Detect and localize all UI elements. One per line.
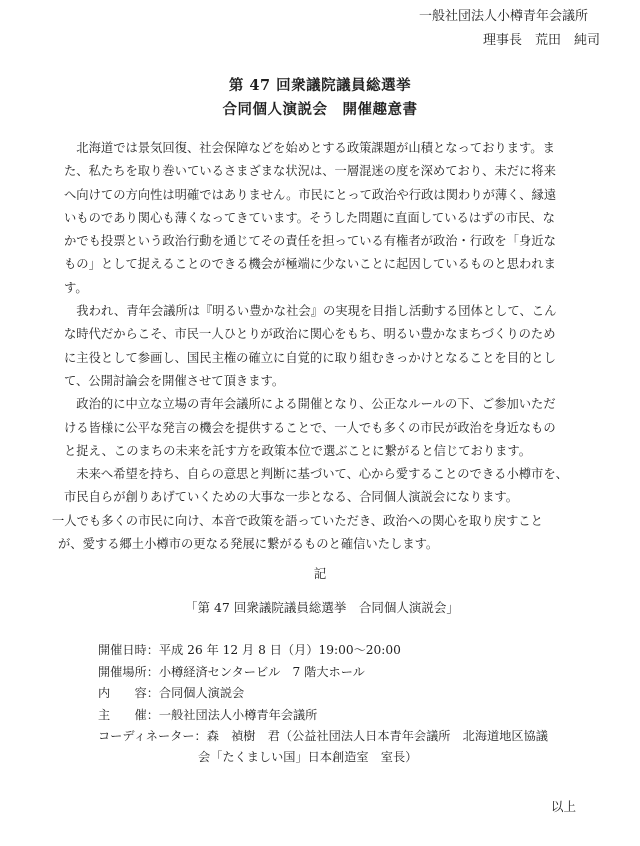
body-line: 未来へ希望を持ち、自らの意思と判断に基づいて、心から愛することのできる小樽市を、 (64, 467, 568, 482)
body-line: と捉え、このまちの未来を託す方を政策本位で選ぶことに繋がると信じております。 (64, 443, 532, 458)
document-title-line-1: 第 47 回衆議院議員総選挙 (228, 77, 412, 94)
body-line: かでも投票という政治行動を通じてその責任を担っている有権者が政治・行政を「身近な (64, 234, 556, 249)
body-line: 政治的に中立な立場の青年会議所による開催となり、公正なルールの下、ご参加いただ (64, 397, 556, 412)
detail-coordinator: コーディネーター：森 禎樹 君（公益社団法人日本青年会議所 北海道地区協議 (98, 729, 548, 743)
event-title: 「第 47 回衆議院議員総選挙 合同個人演説会」 (185, 600, 459, 615)
ki-marker: 記 (313, 566, 327, 581)
body-line: 我われ、青年会議所は『明るい豊かな社会』の実現を目指し活動する団体として、こん (64, 304, 557, 319)
organization-name: 一般社団法人小樽青年会議所 (418, 9, 588, 24)
body-line: 北海道では景気回復、社会保障などを始めとする政策課題が山積となっております。ま (64, 141, 555, 155)
body-line: 市民自らが創りあげていくための大事な一歩となる、合同個人演説会になります。 (64, 490, 519, 505)
body-line: もの」として捉えることのできる機会が極端に少ないことに起因しているものと思われま (64, 257, 556, 272)
detail-venue: 開催場所：小樽経済センタービル 7 階大ホール (98, 664, 365, 679)
body-line: が、愛する郷土小樽市の更なる発展に繋がるものと確信いたします。 (58, 537, 439, 552)
body-line: ける皆様に公平な発言の機会を提供することで、一人でも多くの市民が政治を身近なもの (64, 420, 556, 435)
body-line: に主役として参画し、国民主権の確立に自覚的に取り組むきっかけとなることを目的とし (64, 350, 556, 365)
body-line: へ向けての方向性は明確ではありません。市民にとって政治や行政は関わりが薄く、縁遠 (64, 187, 557, 202)
document-title-line-2: 合同個人演説会 開催趣意書 (222, 101, 418, 118)
body-line: た、私たちを取り巻いているさまざまな状況は、一層混迷の度を深めており、未だに将来 (64, 164, 556, 179)
body-line: 一人でも多くの市民に向け、本音で政策を語っていただき、政治への関心を取り戻すこと (52, 513, 543, 528)
detail-content: 内 容：合同個人演説会 (98, 686, 245, 700)
detail-date: 開催日時：平成 26 年 12 月 8 日（月）19:00〜20:00 (98, 643, 401, 657)
detail-organizer: 主 催：一般社団法人小樽青年会議所 (98, 707, 318, 722)
body-text (52, 137, 584, 556)
detail-coordinator-continuation: 会「たくましい国」日本創造室 室長） (198, 750, 418, 764)
chairperson-name: 理事長 荒田 純司 (482, 33, 600, 48)
body-line: て、公開討論会を開催させて頂きます。 (64, 373, 285, 388)
closing-mark: 以上 (550, 799, 576, 814)
body-line: す。 (64, 280, 88, 295)
body-line: な時代だからこそ、市民一人ひとりが政治に関心をもち、明るい豊かなまちづくりのため (64, 327, 556, 342)
body-line: いものであり関心も薄くなってきています。そうした問題に直面しているはずの市民、な (64, 210, 555, 225)
event-details (98, 640, 548, 764)
